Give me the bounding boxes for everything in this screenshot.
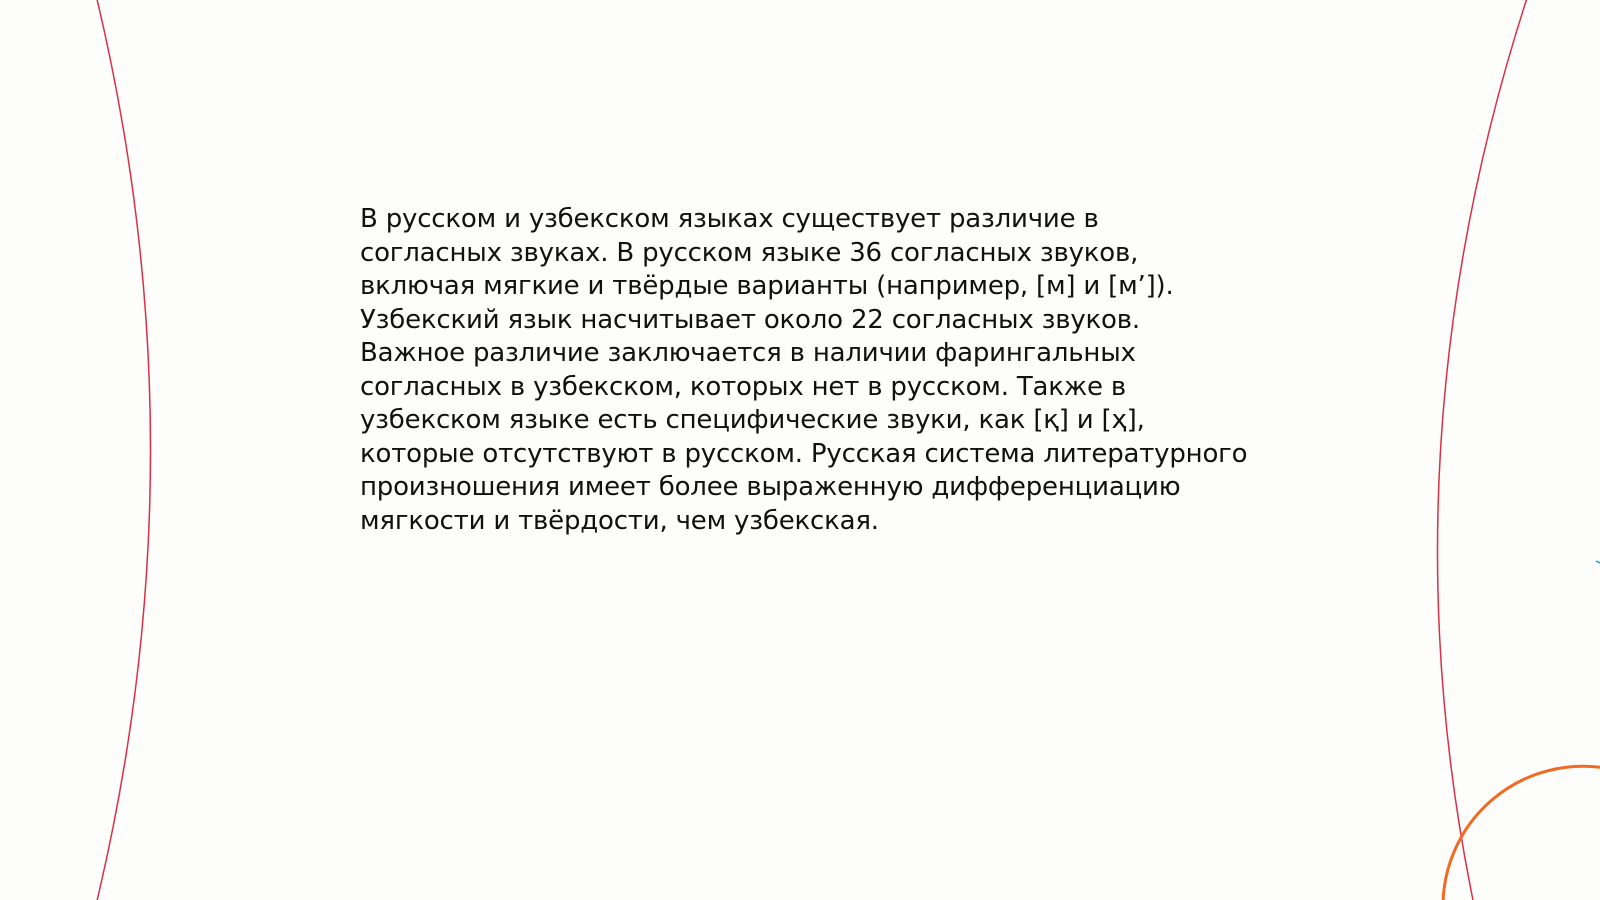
paragraph-line-3: включая мягкие и твёрдые варианты (например, [м] и [м’]).: [360, 271, 1174, 301]
paragraph-line-8: которые отсутствуют в русском. Русская система литературного: [360, 438, 1248, 469]
orange-circle-arc: [1443, 766, 1600, 900]
right-arc: [1437, 0, 1528, 900]
paragraph-line-4: Узбекский язык насчитывает около 22 согласных звуков.: [360, 304, 1140, 335]
paragraph-line-2: согласных звуках. В русском языке 36 согласных звуков,: [360, 237, 1139, 268]
paragraph-line-1: В русском и узбекском языках существует различие в: [360, 204, 1099, 234]
paragraph-line-6: согласных в узбекском, которых нет в русском. Также в: [360, 371, 1126, 402]
teal-accent-mark: [1596, 561, 1600, 563]
paragraph-line-5: Важное различие заключается в наличии фарингальных: [360, 338, 1136, 368]
paragraph-line-9: произношения имеет более выраженную дифференциацию: [360, 472, 1181, 502]
paragraph-line-7: узбекском языке есть специфические звуки, как [қ] и [ҳ],: [360, 405, 1145, 435]
paragraph-line-10: мягкости и твёрдости, чем узбекская.: [360, 505, 879, 536]
body-paragraph: [360, 203, 1260, 538]
left-arc: [96, 0, 151, 900]
